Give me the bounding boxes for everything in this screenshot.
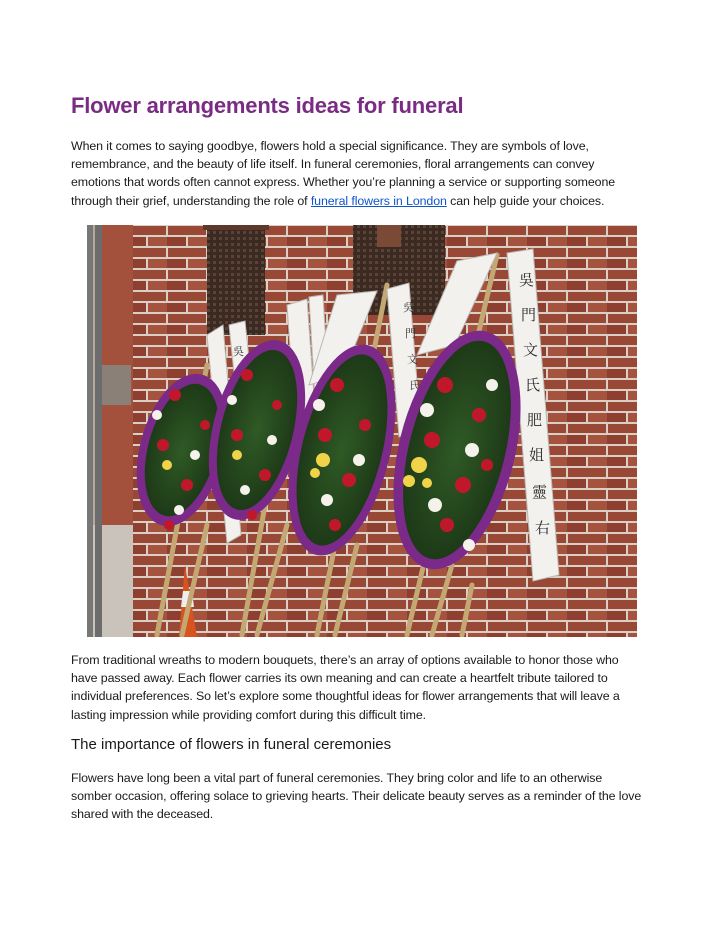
banner-char: 右 — [535, 519, 551, 537]
options-paragraph: From traditional wreaths to modern bouquets, there’s an array of options available to honor those who have passed away. Each flower carries its own meaning and can create a heartfelt tribute tailored to individual preferences. So let’s explore some thoughtful ideas for flower arrangements that will leave a lasting impression while providing comfort during this difficult time. — [71, 653, 620, 722]
funeral-wreaths-photo — [87, 225, 637, 637]
importance-paragraph: Flowers have long been a vital part of funeral ceremonies. They bring color and life to an otherwise somber occasion, offering solace to grieving hearts. Their delicate beauty serves as a reminder of the love shared with the deceased. — [71, 771, 642, 822]
banner-char: 靈 — [532, 483, 548, 501]
svg-text:門: 門 — [405, 327, 416, 340]
section-heading: The importance of flowers in funeral ceremonies — [71, 736, 392, 753]
svg-text:文: 文 — [407, 353, 418, 366]
svg-text:吳: 吳 — [233, 345, 244, 358]
banner-char: 文 — [523, 341, 539, 359]
intro-paragraph — [71, 137, 646, 210]
banner-char: 姐 — [529, 446, 545, 464]
banner-char: 肥 — [527, 411, 543, 429]
svg-text:吳: 吳 — [403, 301, 414, 314]
funeral-flowers-link[interactable]: funeral flowers in London — [310, 193, 447, 208]
banner-char: 門 — [521, 306, 537, 324]
banner-char: 氏 — [525, 376, 541, 394]
intro-text-start: When it comes to saying goodbye, flowers hold a special significance. They are symbols of love, remembrance, and the beauty of life itself. In funeral ceremonies, floral arrangements can convey emotions that words often cannot express. Whether you’re planning a service or supporting someone through their grief, understanding the role of — [71, 139, 616, 208]
intro-text-end: can help guide your choices. — [446, 193, 605, 208]
banner-char: 吳 — [519, 271, 535, 289]
page-title: Flower arrangements ideas for funeral — [71, 93, 464, 118]
svg-text:氏: 氏 — [409, 379, 420, 392]
